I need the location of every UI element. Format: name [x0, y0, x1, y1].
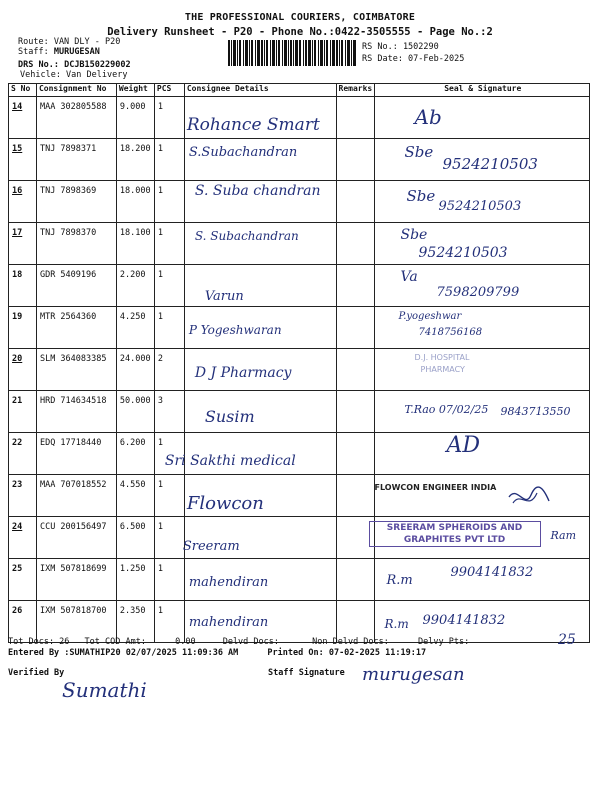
- footer-totals: [8, 637, 469, 647]
- row-phone: 9524210503: [442, 155, 538, 173]
- row-sno: 23: [12, 480, 23, 490]
- row-consignment: SLM 364083385: [39, 354, 107, 364]
- col-sno: S No: [9, 84, 37, 97]
- table-row: [9, 307, 590, 349]
- row-weight: 24.000: [119, 354, 151, 364]
- rs-number: RS No.: 1502290: [362, 42, 439, 52]
- row-weight: 9.000: [119, 102, 146, 112]
- row-signature: Ram: [550, 529, 577, 542]
- row-pcs: 1: [157, 186, 164, 196]
- row-consignee: P Yogeshwaran: [188, 323, 282, 337]
- row-consignee: Rohance Smart: [186, 115, 320, 135]
- table-row: [9, 433, 590, 475]
- row-sno: 26: [12, 606, 23, 616]
- row-pcs: 3: [157, 396, 164, 406]
- row-sno: 17: [12, 228, 23, 238]
- row-signature: P.yogeshwar: [398, 311, 462, 322]
- table-row: [9, 391, 590, 433]
- dj-stamp-line1: D.J. HOSPITAL: [414, 353, 470, 362]
- row-sno: 15: [12, 144, 23, 154]
- vehicle: Vehicle: Van Delivery: [20, 70, 128, 80]
- col-pcs: PCS: [154, 84, 184, 97]
- tot-cod-amount: 0.00: [175, 637, 196, 647]
- rs-date: RS Date: 07-Feb-2025: [362, 54, 465, 64]
- row-pcs: 1: [157, 102, 164, 112]
- row-sno: 20: [12, 354, 23, 364]
- delvy-pts-label: Delvy Pts:: [418, 637, 470, 647]
- sreeram-stamp-line2: GRAPHITES PVT LTD: [403, 535, 506, 545]
- delvy-pts-value: 25: [558, 632, 576, 648]
- table-row: [9, 139, 590, 181]
- tot-docs: Tot Docs: 26: [8, 637, 70, 647]
- col-weight: Weight: [116, 84, 154, 97]
- row-consignee: mahendiran: [188, 615, 269, 630]
- printed-on: Printed On: 07-02-2025 11:19:17: [267, 648, 427, 658]
- drs-label: DRS No.:: [18, 60, 59, 70]
- row-weight: 18.100: [119, 228, 151, 238]
- row-consignee: mahendiran: [188, 575, 269, 590]
- staff-signature: murugesan: [362, 664, 465, 685]
- row-pcs: 1: [157, 522, 164, 532]
- row-phone: 7418756168: [418, 327, 483, 338]
- row-weight: 50.000: [119, 396, 151, 406]
- row-sno: 19: [12, 312, 23, 322]
- row-pcs: 1: [157, 228, 164, 238]
- table-row: [9, 475, 590, 517]
- sreeram-stamp-line1: SREERAM SPHEROIDS AND: [386, 523, 523, 533]
- row-pcs: 2: [157, 354, 164, 364]
- row-consignee: S. Subachandran: [194, 229, 299, 243]
- delvd-docs: Delvd Docs:: [222, 637, 279, 647]
- row-consignment: IXM 507818699: [39, 564, 107, 574]
- runsheet-table: [8, 83, 590, 643]
- table-row: [9, 223, 590, 265]
- staff-label: Staff:: [18, 47, 49, 57]
- tot-cod-label: Tot COD Amt:: [84, 637, 146, 647]
- row-consignee: S. Suba chandran: [194, 183, 321, 199]
- row-sno: 25: [12, 564, 23, 574]
- row-weight: 6.500: [119, 522, 146, 532]
- row-consignee: Sreeram: [182, 539, 240, 554]
- row-consignment: TNJ 7898371: [39, 144, 97, 154]
- row-sno: 14: [12, 102, 23, 112]
- row-weight: 4.250: [119, 312, 146, 322]
- row-consignment: TNJ 7898369: [39, 186, 97, 196]
- row-signature: R.m: [386, 573, 413, 588]
- row-phone: 9524210503: [418, 245, 508, 261]
- row-sno: 24: [12, 522, 23, 532]
- dj-stamp-line2: PHARMACY: [420, 365, 465, 374]
- table-row: [9, 265, 590, 307]
- table-row: [9, 97, 590, 139]
- row-pcs: 1: [157, 144, 164, 154]
- row-weight: 4.550: [119, 480, 146, 490]
- non-delvd-docs: Non Delvd Docs:: [312, 637, 389, 647]
- footer-entry: [8, 648, 426, 658]
- row-signature: R.m: [384, 617, 409, 631]
- row-signature: AD: [446, 433, 481, 458]
- row-consignment: IXM 507818700: [39, 606, 107, 616]
- runsheet-title: Delivery Runsheet - P20 - Phone No.:0422-3505555 - Page No.:2: [107, 26, 493, 38]
- col-remarks: Remarks: [336, 84, 374, 97]
- row-consignment: MAA 707018552: [39, 480, 107, 490]
- row-phone: 9904141832: [450, 565, 534, 580]
- col-consignee: Consignee Details: [184, 84, 336, 97]
- row-consignment: HRD 714634518: [39, 396, 107, 406]
- flowcon-stamp: FLOWCON ENGINEER INDIA: [374, 483, 497, 492]
- row-sno: 18: [12, 270, 23, 280]
- row-signature: Sbe: [400, 227, 428, 243]
- row-consignee: Flowcon: [186, 493, 264, 514]
- row-pcs: 1: [157, 438, 164, 448]
- row-pcs: 1: [157, 312, 164, 322]
- entered-by: Entered By :SUMATHIP20 02/07/2025 11:09:36 AM: [8, 648, 239, 658]
- row-signature: Va: [400, 269, 418, 285]
- row-consignee: S.Subachandran: [188, 145, 298, 160]
- row-weight: 2.350: [119, 606, 146, 616]
- sreeram-stamp: [369, 521, 541, 547]
- row-signature: T.Rao 07/02/25: [404, 403, 489, 416]
- table-header-row: [9, 84, 590, 97]
- table-row: [9, 181, 590, 223]
- drs-line: [18, 60, 131, 70]
- row-signature: Sbe: [406, 187, 436, 205]
- row-consignment: MTR 2564360: [39, 312, 97, 322]
- staff-name: MURUGESAN: [53, 47, 100, 57]
- row-consignee: Varun: [204, 289, 244, 304]
- verified-signature: Sumathi: [62, 678, 147, 702]
- row-weight: 18.000: [119, 186, 151, 196]
- row-consignment: TNJ 7898370: [39, 228, 97, 238]
- row-sno: 22: [12, 438, 23, 448]
- row-phone: 9904141832: [422, 613, 506, 628]
- row-sno: 16: [12, 186, 23, 196]
- row-weight: 2.200: [119, 270, 146, 280]
- row-consignee: Susim: [204, 407, 255, 426]
- route: Route: VAN DLY - P20: [18, 37, 121, 47]
- company-title: THE PROFESSIONAL COURIERS, COIMBATORE: [184, 12, 416, 23]
- row-signature: Ab: [414, 105, 442, 129]
- row-pcs: 1: [157, 606, 164, 616]
- table-row: [9, 517, 590, 559]
- verified-by: Verified By: [8, 668, 65, 678]
- row-phone: 9524210503: [438, 199, 522, 214]
- staff-line: [18, 47, 100, 57]
- staff-signature-label: Staff Signature: [268, 668, 345, 678]
- col-seal: Seal & Signature: [374, 84, 590, 97]
- row-pcs: 1: [157, 480, 164, 490]
- row-consignment: CCU 200156497: [39, 522, 107, 532]
- row-phone: 7598209799: [436, 285, 520, 300]
- row-pcs: 1: [157, 564, 164, 574]
- row-sno: 21: [12, 396, 23, 406]
- row-consignment: GDR 5409196: [39, 270, 97, 280]
- drs-number: DCJB150229002: [64, 60, 131, 70]
- row-consignee: D J Pharmacy: [194, 365, 292, 381]
- row-signature: Sbe: [404, 143, 434, 161]
- barcode: [228, 40, 356, 66]
- row-consignment: EDQ 17718440: [39, 438, 102, 448]
- row-pcs: 1: [157, 270, 164, 280]
- row-consignment: MAA 302805588: [39, 102, 107, 112]
- row-weight: 6.200: [119, 438, 146, 448]
- row-weight: 1.250: [119, 564, 146, 574]
- table-row: [9, 559, 590, 601]
- row-weight: 18.200: [119, 144, 151, 154]
- col-consignment: Consignment No: [36, 84, 116, 97]
- row-phone: 9843713550: [500, 405, 571, 418]
- table-row: [9, 349, 590, 391]
- signature-scribble: [507, 483, 551, 511]
- row-consignee: Sri Sakthi medical: [164, 453, 296, 469]
